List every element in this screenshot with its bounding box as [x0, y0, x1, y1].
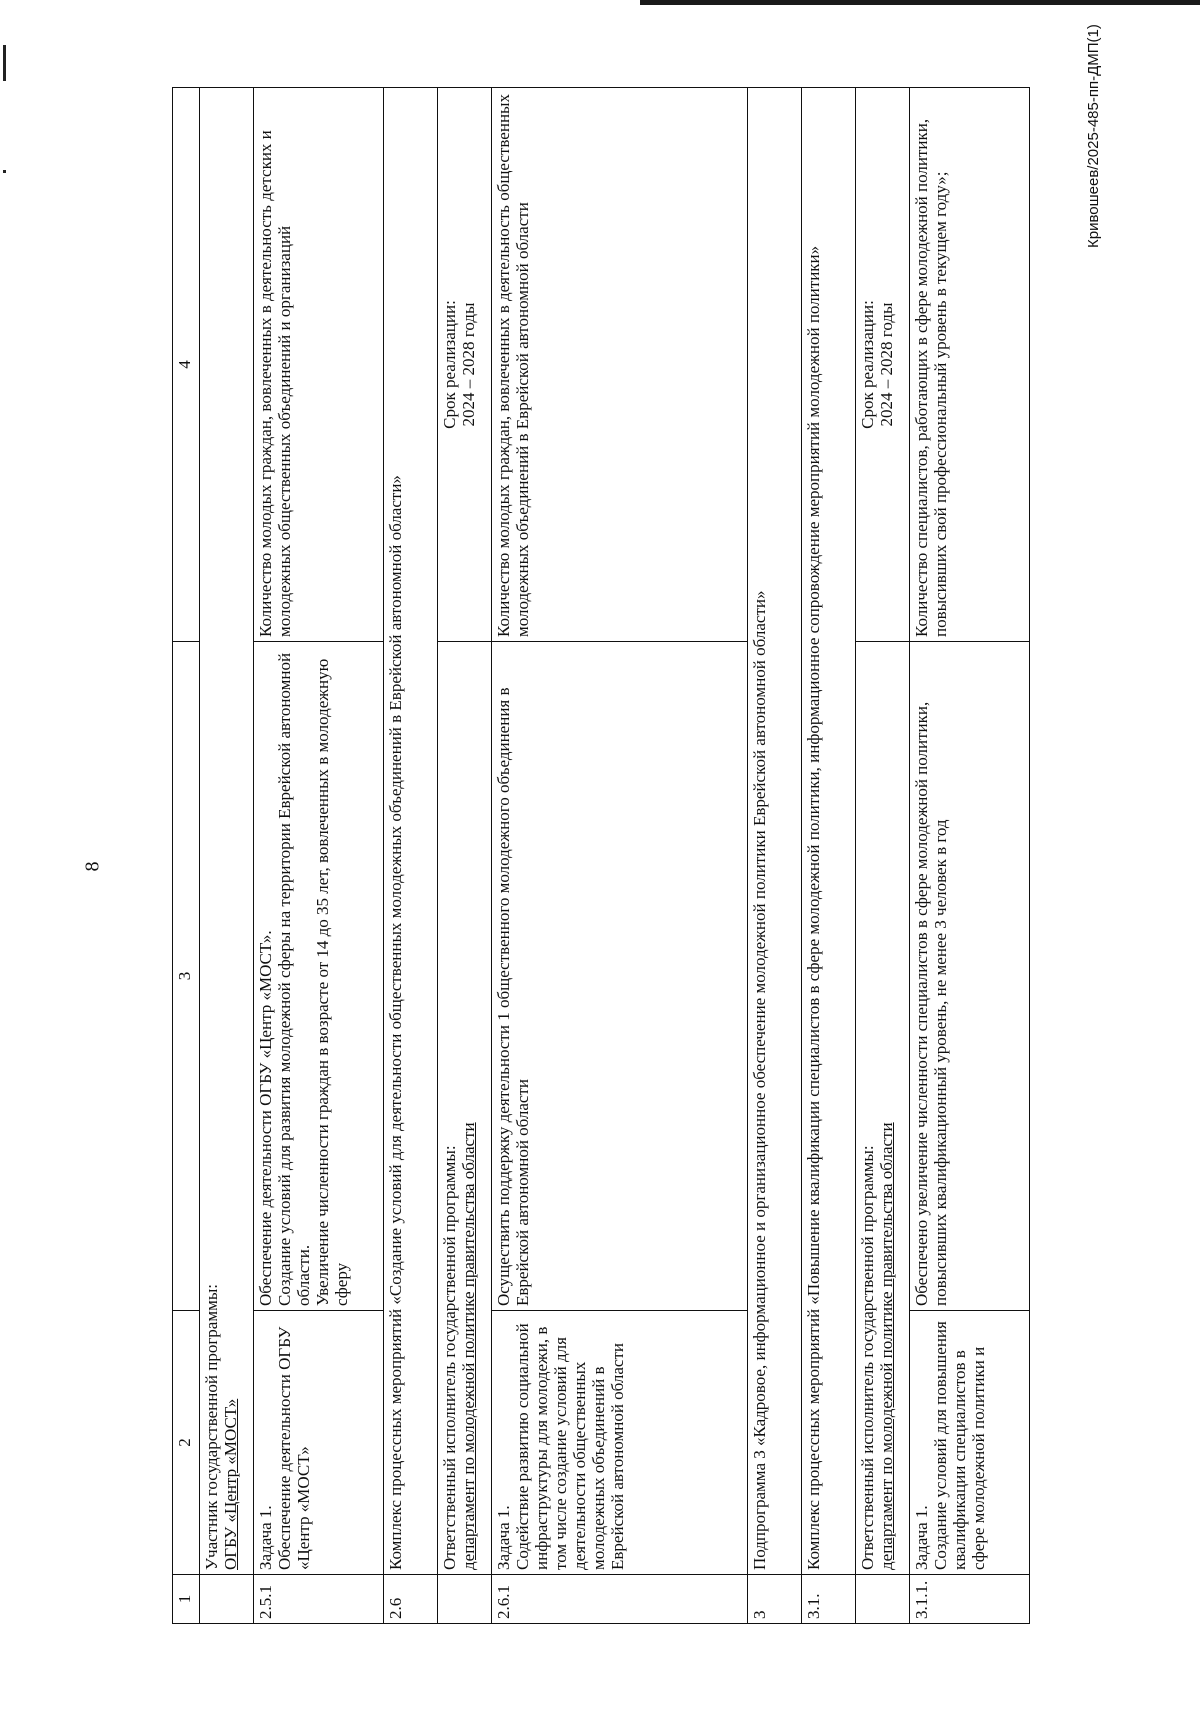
participant-cell — [200, 88, 254, 1575]
page-number: 8 — [81, 861, 104, 872]
indicator-cell — [492, 88, 748, 642]
responsible-cell — [438, 642, 492, 1575]
table-row — [384, 88, 438, 1624]
term-label: Срок реализации: — [858, 300, 877, 429]
table-row — [492, 88, 748, 1624]
scan-mark-left — [3, 170, 6, 173]
responsible-label: Ответственный исполнитель государственной программы: — [858, 1145, 877, 1570]
row-number: 3 — [748, 1575, 802, 1624]
task-cell — [910, 1311, 1030, 1575]
responsible-name: департамент по молодежной политике правительства области — [877, 1122, 897, 1570]
row-number: 3.1.1. — [910, 1575, 1030, 1624]
indicator-text: Количество молодых граждан, вовлеченных в деятельность общественных молодежных объединений в Еврейской автономной области — [494, 94, 533, 637]
program-table — [172, 87, 1030, 1624]
column-header: 3 — [173, 642, 200, 1311]
result-text: Осуществить поддержку деятельности 1 общественного молодежного объединения в Еврейской автономной области — [494, 687, 533, 1306]
result-cell — [910, 642, 1030, 1311]
term-cell — [438, 88, 492, 642]
row-number: 2.6.1 — [492, 1575, 748, 1624]
table-row — [200, 88, 254, 1624]
term-value: 2024 – 2028 годы — [877, 302, 897, 427]
term-label: Срок реализации: — [440, 300, 459, 429]
table-row — [910, 88, 1030, 1624]
task-text: Обеспечение деятельности ОГБУ «Центр «МОСТ» — [275, 1326, 314, 1570]
task-title: Задача 1. — [912, 1505, 931, 1570]
row-number — [438, 1575, 492, 1624]
participant-label: Участник государственной программы: — [202, 1284, 221, 1570]
table-row — [802, 88, 856, 1624]
indicator-cell — [910, 88, 1030, 642]
term-cell — [856, 88, 910, 642]
section-cell: Подпрограмма 3 «Кадровое, информационное и организационное обеспечение молодежной политики Еврейской автономной области» — [748, 88, 802, 1575]
row-number — [200, 1575, 254, 1624]
participant-name: ОГБУ «Центр «МОСТ» — [221, 1398, 241, 1570]
task-cell — [254, 1311, 384, 1575]
table-row — [438, 88, 492, 1624]
result-text: Увеличение численности граждан в возрасте от 14 до 35 лет, вовлеченных в молодежную сферу — [313, 658, 352, 1306]
indicator-text: Количество специалистов, работающих в сфере молодежной политики, повысивших свой профессиональный уровень в текущем году»; — [912, 118, 951, 637]
scan-mark-left — [3, 45, 6, 81]
scan-edge-top — [640, 0, 1200, 5]
column-header: 1 — [173, 1575, 200, 1624]
task-text: Создание условий для повышения квалификации специалистов в сфере молодежной политики и — [931, 1321, 989, 1570]
result-cell — [492, 642, 748, 1311]
table-header-row — [173, 88, 200, 1624]
row-number: 2.5.1 — [254, 1575, 384, 1624]
result-text: Обеспечено увеличение численности специалистов в сфере молодежной политики, повысивших квалификационный уровень, не менее 3 человек в год — [912, 701, 951, 1306]
row-number: 3.1. — [802, 1575, 856, 1624]
responsible-cell — [856, 642, 910, 1575]
column-header: 4 — [173, 88, 200, 642]
task-text: Содействие развитию социальной инфраструктуры для молодежи, в том числе создание условий для деятельности общественных молодежных объединений в Еврейской автономной области — [513, 1323, 628, 1570]
result-cell — [254, 642, 384, 1311]
responsible-label: Ответственный исполнитель государственной программы: — [440, 1145, 459, 1570]
term-value: 2024 – 2028 годы — [459, 302, 479, 427]
task-title: Задача 1. — [494, 1505, 513, 1570]
task-title: Задача 1. — [256, 1505, 275, 1570]
table-row — [748, 88, 802, 1624]
table-row — [254, 88, 384, 1624]
section-cell: Комплекс процессных мероприятий «Создание условий для деятельности общественных молодежных объединений в Еврейской автономной области» — [384, 88, 438, 1575]
program-table-rotated — [172, 94, 1048, 1624]
table-row — [856, 88, 910, 1624]
task-cell — [492, 1311, 748, 1575]
section-cell: Комплекс процессных мероприятий «Повышение квалификации специалистов в сфере молодежной политики, информационное сопровождение мероприятий молодежной политики» — [802, 88, 856, 1575]
result-text: Создание условий для развития молодежной сферы на территории Еврейской автономной области. — [275, 652, 314, 1306]
row-number — [856, 1575, 910, 1624]
row-number: 2.6 — [384, 1575, 438, 1624]
column-header: 2 — [173, 1311, 200, 1575]
indicator-cell — [254, 88, 384, 642]
responsible-name: департамент по молодежной политике правительства области — [459, 1122, 479, 1570]
result-text: Обеспечение деятельности ОГБУ «Центр «МОСТ». — [256, 930, 275, 1306]
indicator-text: Количество молодых граждан, вовлеченных в деятельность детских и молодежных общественных объединений и организаций — [256, 130, 295, 637]
document-code: Кривошеев/2025-485-пп-ДМП(1) — [1085, 24, 1102, 248]
